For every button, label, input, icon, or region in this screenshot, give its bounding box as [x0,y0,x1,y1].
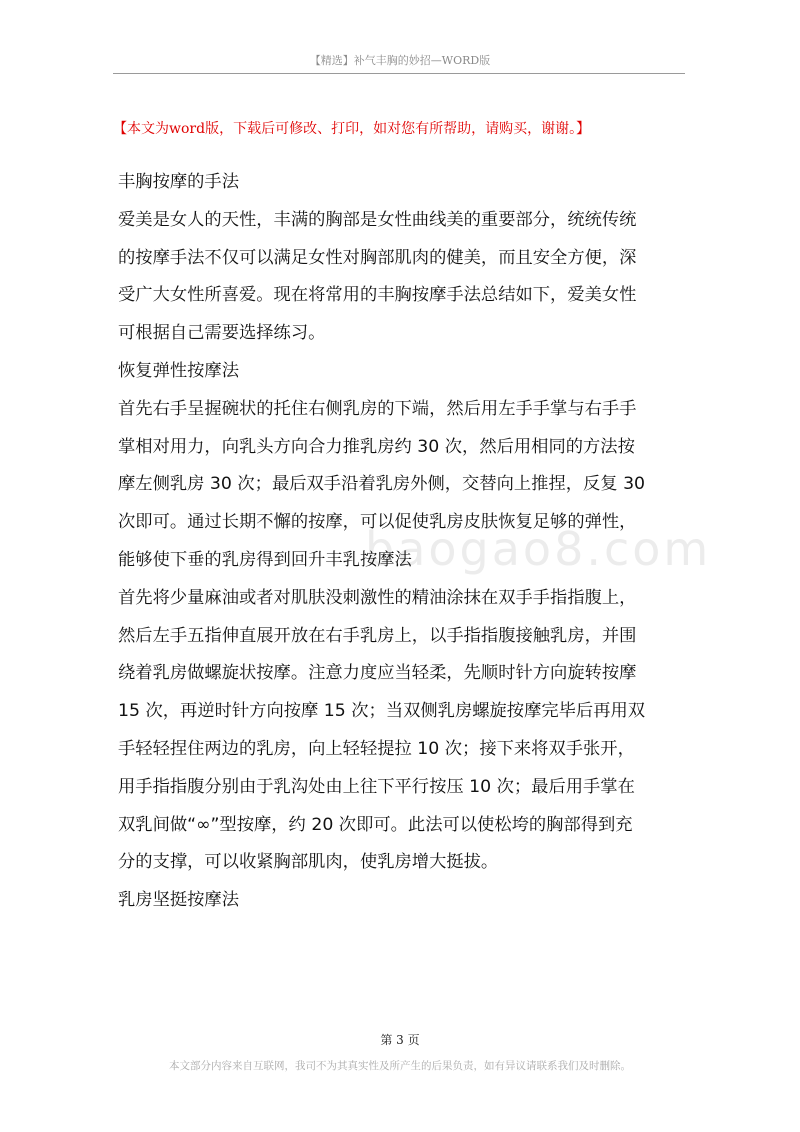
paragraph-line: 手轻轻捏住两边的乳房，向上轻轻提拉 10 次；接下来将双手张开， [118,738,635,759]
document-body [118,164,684,920]
paragraph-line: 然后左手五指伸直展开放在右手乳房上，以手指指腹接触乳房，并围 [118,625,637,646]
page-header-title: 【精选】补气丰胸的妙招—WORD版 [309,54,491,67]
section-heading: 恢复弹性按摩法 [118,360,239,381]
paragraph-line: 爱美是女人的天性，丰满的胸部是女性曲线美的重要部分，统统传统 [118,209,637,230]
paragraph-line: 能够使下垂的乳房得到回升丰乳按摩法 [118,549,412,570]
paragraph-line: 双乳间做“∞”型按摩，约 20 次即可。此法可以使松垮的胸部得到充 [118,814,633,835]
paragraph-line: 分的支撑，可以收紧胸部肌肉，使乳房增大挺拔。 [118,852,499,873]
paragraph-line: 摩左侧乳房 30 次；最后双手沿着乳房外侧，交替向上推捏，反复 30 [118,474,646,495]
paragraph-line: 掌相对用力，向乳头方向合力推乳房约 30 次，然后用相同的方法按 [118,436,635,457]
section-heading: 乳房坚挺按摩法 [118,890,239,911]
watermark-text: baogao8.com [365,522,712,576]
footer-disclaimer: 本文部分内容来自互联网，我司不为其真实性及所产生的后果负责，如有异议请联系我们及时删除。 [169,1060,631,1072]
header-divider [113,73,685,74]
section-heading: 丰胸按摩的手法 [118,172,239,192]
paragraph-line: 首先将少量麻油或者对肌肤没刺激性的精油涂抹在双手手指指腹上， [118,587,637,608]
paragraph-line: 可根据自己需要选择练习。 [118,323,326,344]
paragraph-line: 首先右手呈握碗状的托住右侧乳房的下端，然后用左手手掌与右手手 [118,398,637,419]
paragraph-line: 次即可。通过长期不懈的按摩，可以促使乳房皮肤恢复足够的弹性， [118,512,637,533]
purchase-notice: 【本文为word版，下载后可修改、打印，如对您有所帮助，请购买，谢谢。】 [113,121,591,137]
paragraph-line: 15 次，再逆时针方向按摩 15 次；当双侧乳房螺旋按摩完毕后再用双 [118,701,646,722]
page-number: 第 3 页 [380,1033,420,1047]
paragraph-line: 绕着乳房做螺旋状按摩。注意力度应当轻柔，先顺时针方向旋转按摩 [118,663,637,684]
paragraph-line: 受广大女性所喜爱。现在将常用的丰胸按摩手法总结如下，爱美女性 [118,285,637,306]
paragraph-line: 的按摩手法不仅可以满足女性对胸部肌肉的健美，而且安全方便，深 [118,247,637,268]
paragraph-line: 用手指指腹分别由于乳沟处由上往下平行按压 10 次；最后用手掌在 [118,776,635,797]
